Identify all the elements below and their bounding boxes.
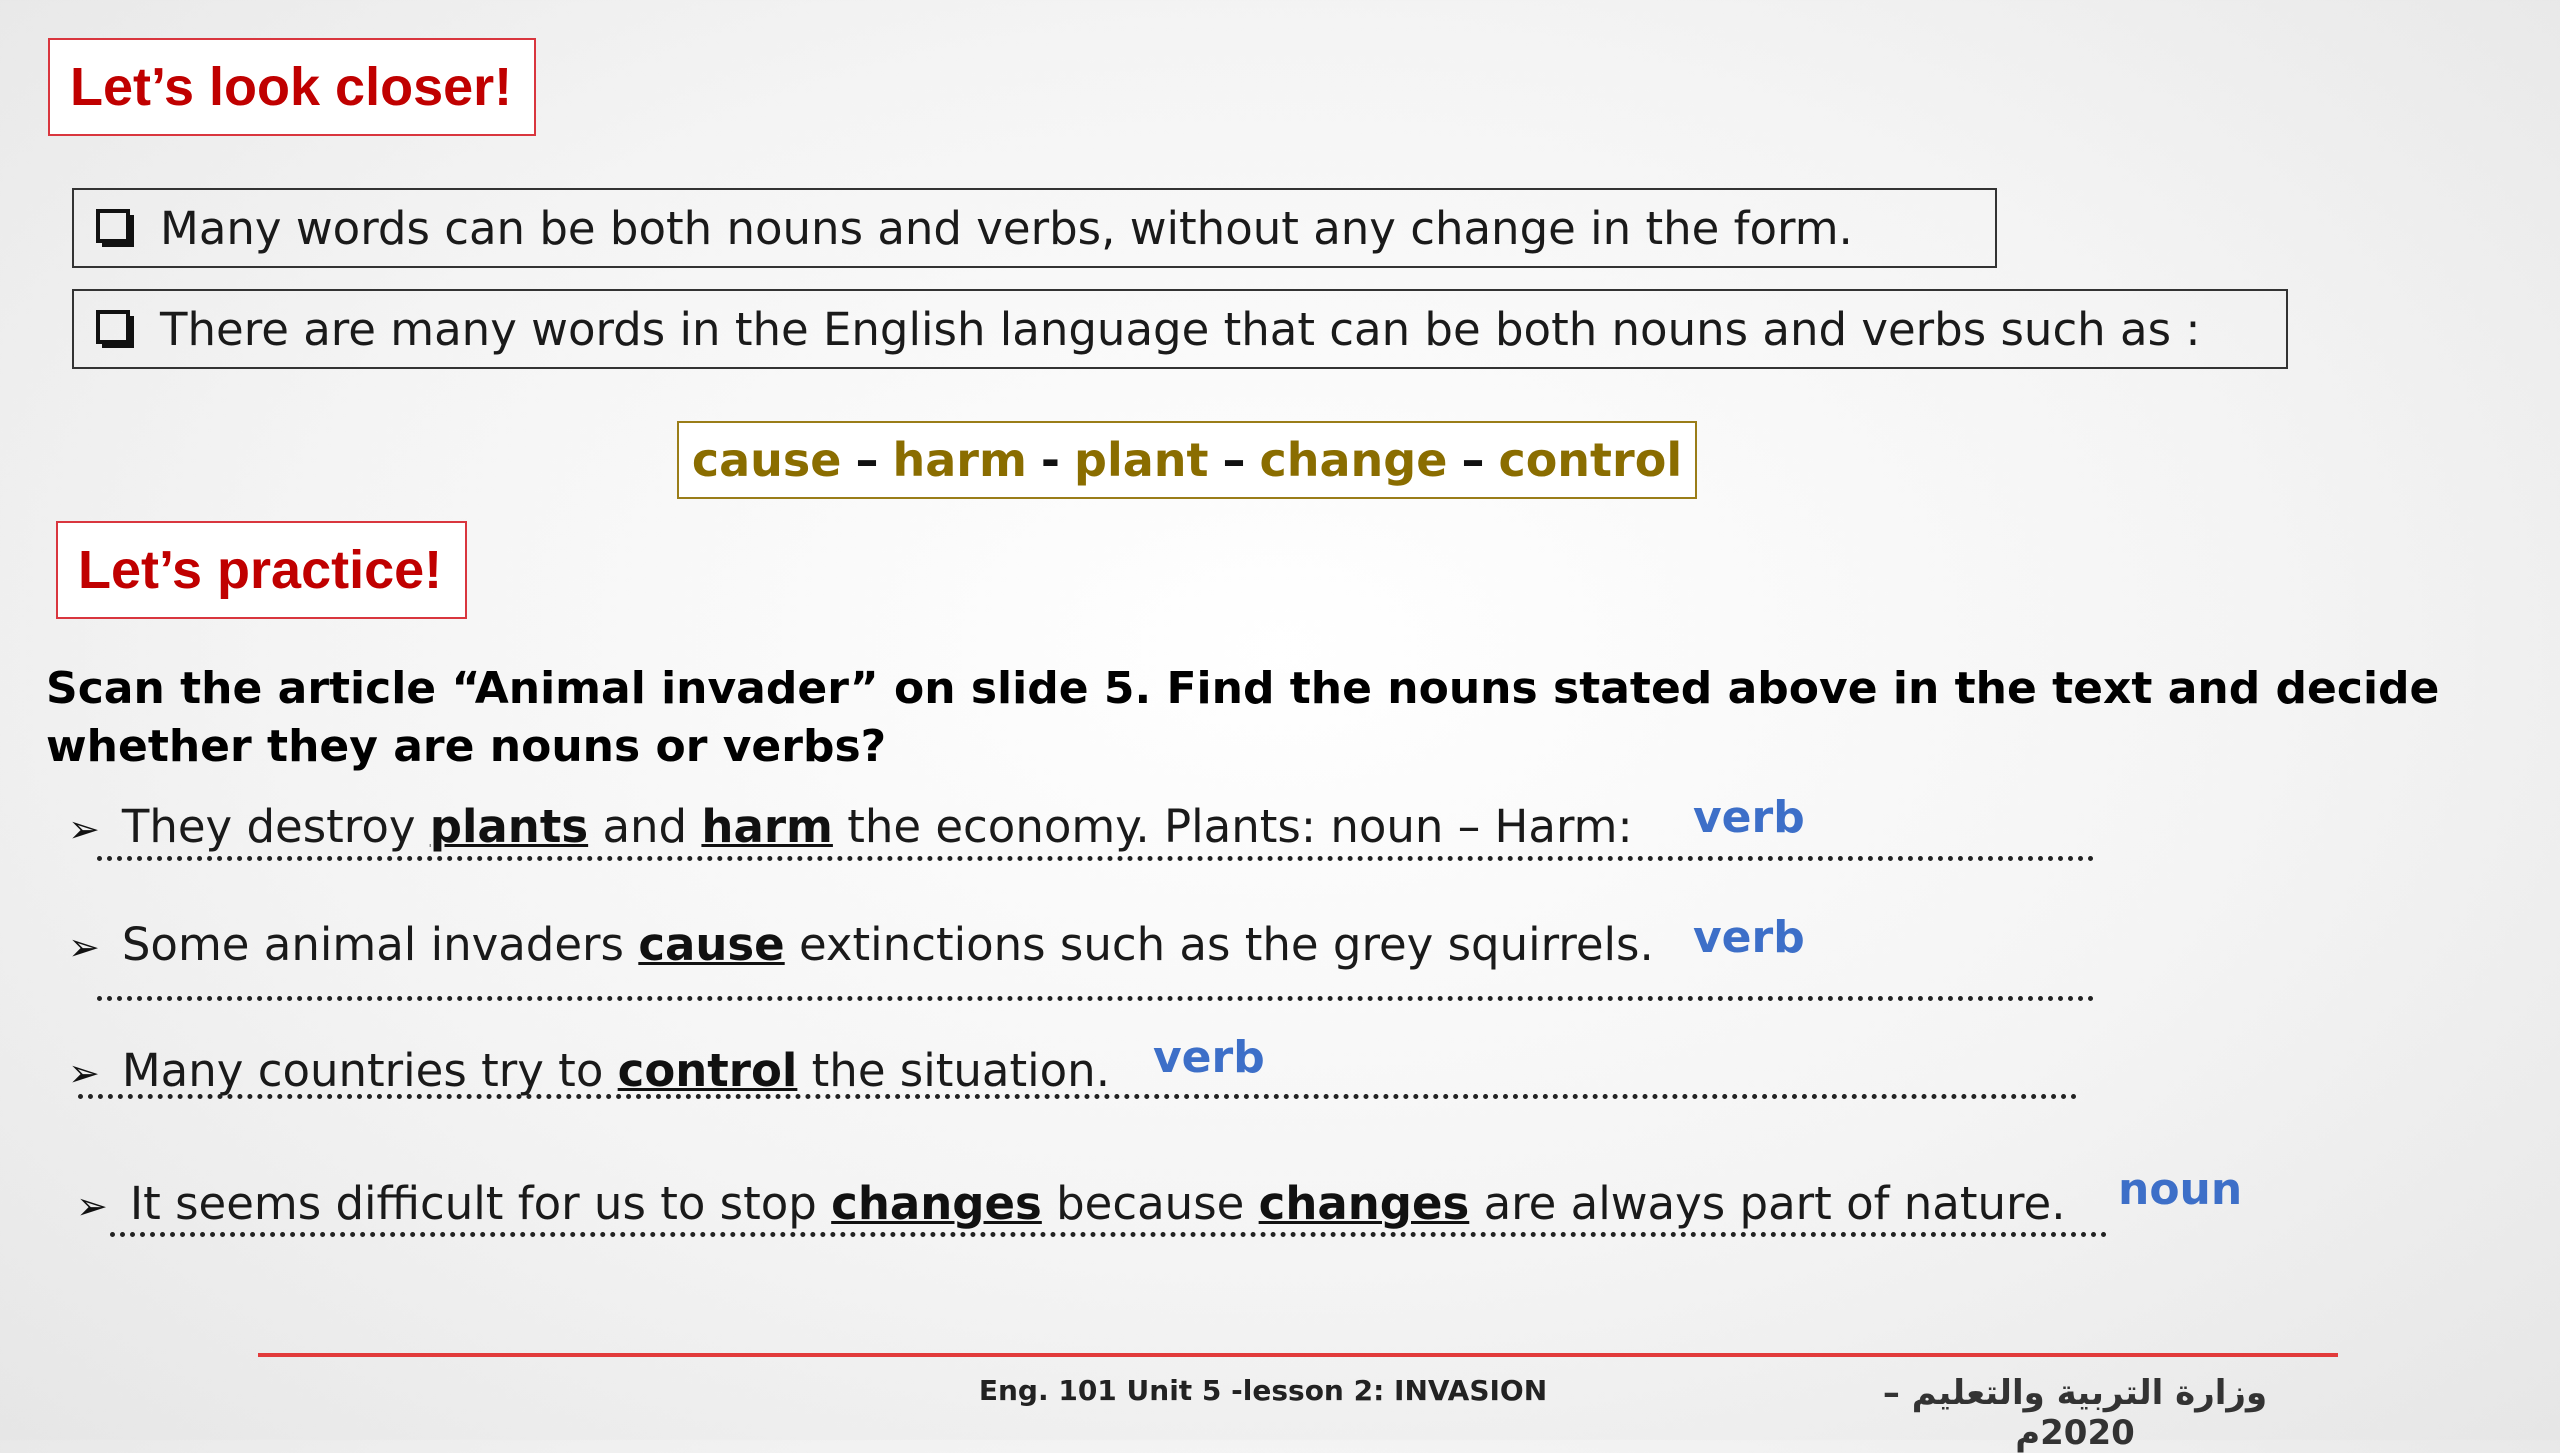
item-text: Some animal invaders <box>121 918 639 971</box>
answer-line-3 <box>78 1094 2078 1099</box>
example-words-box <box>677 421 1697 499</box>
fact-text-1: Many words can be both nouns and verbs, without any change in the form. <box>160 201 1853 255</box>
fact-text-2: There are many words in the English language that can be both nouns and verbs such as : <box>160 302 2201 356</box>
keyword: changes <box>1258 1177 1470 1230</box>
look-closer-heading-text: Let’s look closer! <box>70 57 513 117</box>
exercise-item-1 <box>68 800 1633 853</box>
exercise-item-2 <box>68 918 1654 971</box>
checkbox-bullet-icon <box>96 209 130 243</box>
item-text: the situation. <box>797 1044 1110 1097</box>
item-text: They destroy <box>121 800 430 853</box>
look-closer-heading <box>48 38 536 136</box>
answer-1: verb <box>1693 792 1805 843</box>
word-separator: – <box>1222 433 1246 487</box>
example-word: change <box>1259 433 1448 487</box>
footer-divider <box>258 1353 2338 1357</box>
practice-heading-text: Let’s practice! <box>78 540 443 600</box>
item-text: the economy. Plants: noun – Harm: <box>832 800 1633 853</box>
fact-box-1 <box>72 188 1997 268</box>
footer-lesson-text: Eng. 101 Unit 5 -lesson 2: INVASION <box>978 1374 1548 1407</box>
example-word: control <box>1498 433 1683 487</box>
exercise-item-3 <box>68 1044 1110 1097</box>
answer-3: verb <box>1153 1032 1265 1083</box>
example-word: plant <box>1074 433 1209 487</box>
arrow-bullet-icon: ➢ <box>76 1184 108 1228</box>
checkbox-bullet-icon <box>96 310 130 344</box>
arrow-bullet-icon: ➢ <box>68 1051 100 1095</box>
answer-line-2 <box>97 996 2095 1001</box>
answer-2: verb <box>1693 912 1805 963</box>
answer-line-4 <box>110 1232 2108 1237</box>
item-text: and <box>588 800 702 853</box>
keyword: cause <box>638 918 785 971</box>
answer-line-1 <box>97 856 2095 861</box>
practice-heading <box>56 521 467 619</box>
keyword: changes <box>831 1177 1042 1230</box>
item-text: It seems difficult for us to stop <box>129 1177 832 1230</box>
arrow-bullet-icon: ➢ <box>68 925 100 969</box>
word-separator: – <box>855 433 879 487</box>
instruction-text: Scan the article “Animal invader” on slide 5. Find the nouns stated above in the text and decide whether they are nouns or verbs? <box>46 663 2440 772</box>
word-separator: – <box>1461 433 1485 487</box>
footer-ministry-text: وزارة التربية والتعليم – 2020م <box>1882 1373 2268 1453</box>
arrow-bullet-icon: ➢ <box>68 807 100 851</box>
item-text: extinctions such as the grey squirrels. <box>784 918 1654 971</box>
word-separator: - <box>1040 433 1061 487</box>
keyword: control <box>617 1044 798 1097</box>
example-word: harm <box>892 433 1027 487</box>
answer-4: noun <box>2118 1164 2243 1215</box>
fact-box-2 <box>72 289 2288 369</box>
keyword: harm <box>701 800 833 853</box>
keyword: plants <box>429 800 589 853</box>
exercise-item-4 <box>76 1177 2066 1230</box>
item-text: because <box>1041 1177 1259 1230</box>
item-text: Many countries try to <box>121 1044 618 1097</box>
example-word: cause <box>691 433 842 487</box>
item-text: are always part of nature. <box>1469 1177 2066 1230</box>
